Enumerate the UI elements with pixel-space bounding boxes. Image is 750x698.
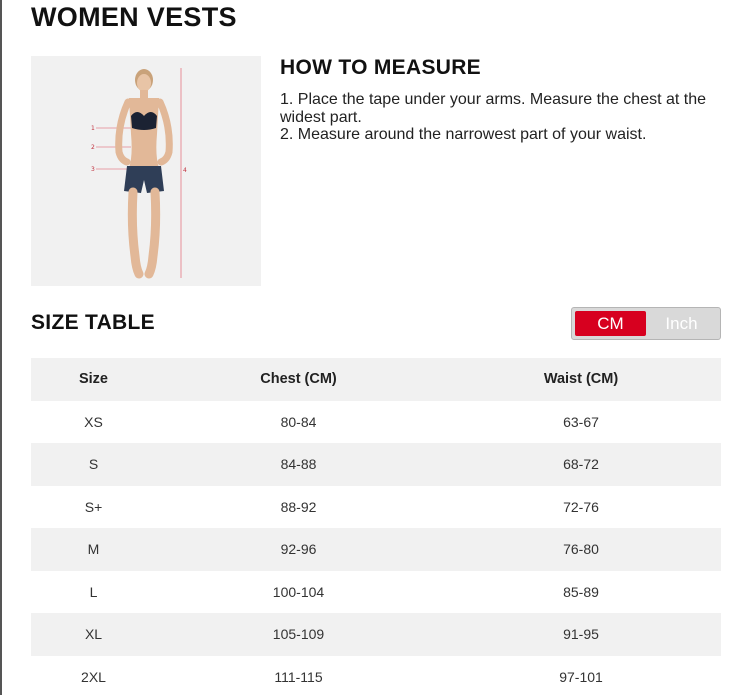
table-row <box>31 613 721 656</box>
cell-size: S <box>31 443 156 486</box>
cell-size: XL <box>31 613 156 656</box>
measurement-photo <box>31 56 261 286</box>
table-row <box>31 656 721 698</box>
marker-2: 2 <box>91 144 95 151</box>
size-table <box>31 358 721 698</box>
cell-chest: 84-88 <box>156 443 441 486</box>
unit-cm-button[interactable]: CM <box>575 311 646 336</box>
how-to-measure-heading: HOW TO MEASURE <box>280 56 481 80</box>
table-row <box>31 443 721 486</box>
marker-4: 4 <box>183 167 187 174</box>
cell-waist: 63-67 <box>441 401 721 444</box>
cell-waist: 97-101 <box>441 656 721 698</box>
cell-size: L <box>31 571 156 614</box>
left-border <box>0 0 2 695</box>
cell-waist: 85-89 <box>441 571 721 614</box>
table-row <box>31 528 721 571</box>
size-table-heading: SIZE TABLE <box>31 311 155 335</box>
unit-inch-button[interactable]: Inch <box>646 311 717 336</box>
table-header-row <box>31 358 721 401</box>
cell-chest: 100-104 <box>156 571 441 614</box>
table-row <box>31 571 721 614</box>
page-title: WOMEN VESTS <box>31 2 237 33</box>
table-row <box>31 486 721 529</box>
cell-size: M <box>31 528 156 571</box>
cell-size: 2XL <box>31 656 156 698</box>
cell-chest: 80-84 <box>156 401 441 444</box>
instruction-step-1: 1. Place the tape under your arms. Measure the chest at the widest part. <box>280 91 720 126</box>
cell-waist: 91-95 <box>441 613 721 656</box>
cell-waist: 76-80 <box>441 528 721 571</box>
header-waist: Waist (CM) <box>441 358 721 401</box>
cell-chest: 92-96 <box>156 528 441 571</box>
cell-size: XS <box>31 401 156 444</box>
cell-chest: 88-92 <box>156 486 441 529</box>
header-chest: Chest (CM) <box>156 358 441 401</box>
cell-waist: 68-72 <box>441 443 721 486</box>
marker-1: 1 <box>91 125 95 132</box>
marker-3: 3 <box>91 166 95 173</box>
cell-size: S+ <box>31 486 156 529</box>
model-figure-illustration <box>31 56 261 286</box>
how-to-measure-instructions <box>280 91 720 144</box>
table-row <box>31 401 721 444</box>
cell-chest: 111-115 <box>156 656 441 698</box>
instruction-step-2: 2. Measure around the narrowest part of your waist. <box>280 126 720 144</box>
header-size: Size <box>31 358 156 401</box>
cell-waist: 72-76 <box>441 486 721 529</box>
cell-chest: 105-109 <box>156 613 441 656</box>
unit-toggle[interactable] <box>571 307 721 340</box>
